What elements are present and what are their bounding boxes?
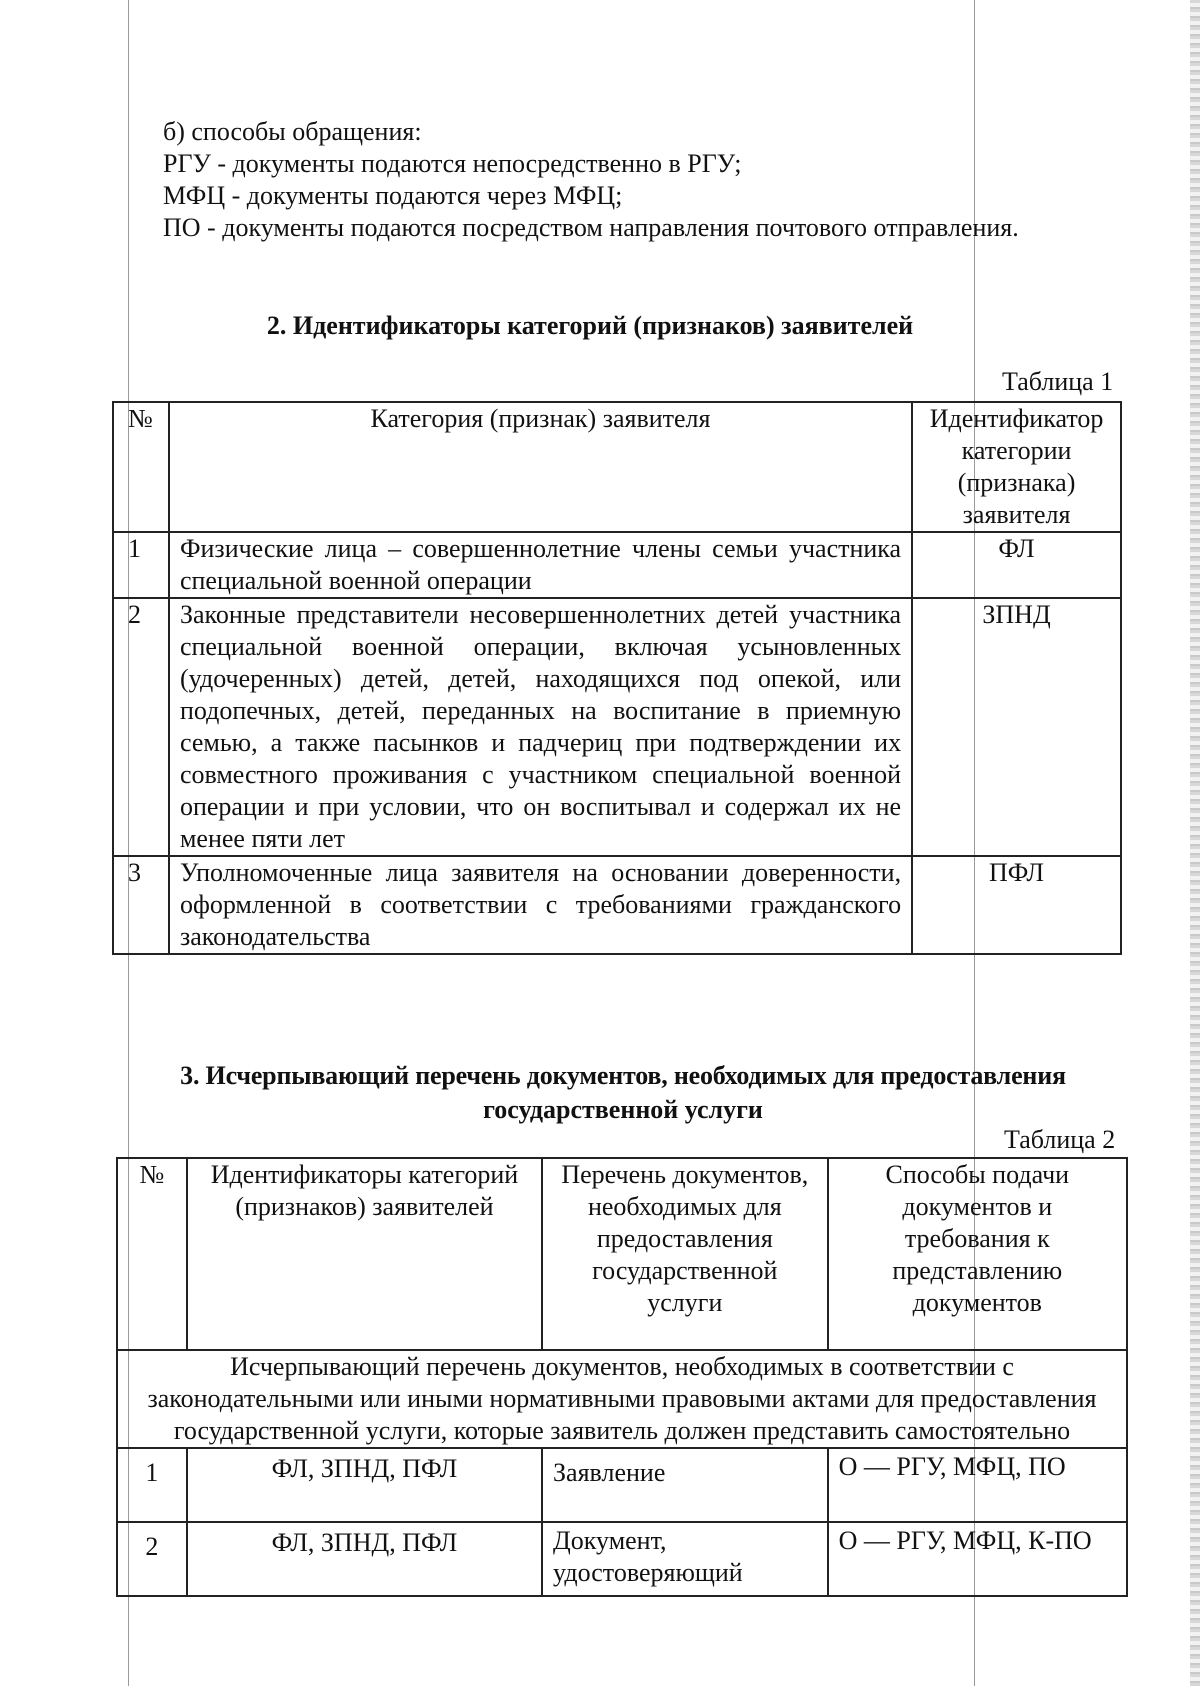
table1-row3-id: ПФЛ: [912, 856, 1121, 954]
table1-header-row: [113, 402, 1121, 532]
section3-title-line1: 3. Исчерпывающий перечень документов, необходимых для предоставления: [180, 1061, 1066, 1090]
table1-row1-id: ФЛ: [912, 532, 1121, 598]
table2-row2-num: 2: [117, 1522, 187, 1596]
table1: [112, 401, 1122, 955]
table1-row2-num: 2: [113, 598, 169, 856]
table-row: [113, 532, 1121, 598]
table-row: [117, 1522, 1127, 1596]
table1-header-num: №: [113, 402, 169, 532]
table1-row1-num: 1: [113, 532, 169, 598]
intro-heading: б) способы обращения:: [163, 117, 422, 146]
section3-title-line2: государственной услуги: [483, 1095, 763, 1124]
table-row: [113, 598, 1121, 856]
table2-row2-doc: Документ, удостоверяющий: [542, 1522, 828, 1596]
table2-header-row: [117, 1158, 1127, 1350]
scan-edge-strip: [1190, 0, 1200, 1686]
table1-header-identifier: Идентификатор категории (признака) заявителя: [912, 402, 1121, 532]
table2-merged-row: [117, 1350, 1127, 1448]
table1-row3-category: Уполномоченные лица заявителя на основании доверенности, оформленной в соответствии с требованиями гражданского законодательства: [169, 856, 912, 954]
table1-header-category: Категория (признак) заявителя: [169, 402, 912, 532]
table-row: [117, 1448, 1127, 1522]
table2-merged-cell: Исчерпывающий перечень документов, необходимых в соответствии с законодательными или иными нормативными правовыми актами для предоставления государственной услуги, которые заявитель должен представить самостоятельно: [117, 1350, 1127, 1448]
section2-title: 2. Идентификаторы категорий (признаков) заявителей: [266, 311, 914, 340]
table2-header-docs: Перечень документов, необходимых для предоставления государственной услуги: [542, 1158, 828, 1350]
table2-header-num: №: [117, 1158, 187, 1350]
table2-caption: Таблица 2: [1004, 1125, 1116, 1154]
table2-row1-method: О — РГУ, МФЦ, ПО: [828, 1448, 1127, 1522]
table1-row1-category: Физические лица – совершеннолетние члены семьи участника специальной военной операции: [169, 532, 912, 598]
intro-line-rgu: РГУ - документы подаются непосредственно в РГУ;: [163, 149, 742, 178]
table2-row1-num: 1: [117, 1448, 187, 1522]
table1-row2-id: ЗПНД: [912, 598, 1121, 856]
table1-row3-num: 3: [113, 856, 169, 954]
table2-row1-ids: ФЛ, ЗПНД, ПФЛ: [187, 1448, 542, 1522]
table2-row2-method: О — РГУ, МФЦ, К-ПО: [828, 1522, 1127, 1596]
table-row: [113, 856, 1121, 954]
table1-row2-category: Законные представители несовершеннолетних детей участника специальной военной операции, включая усыновленных (удочеренных) детей, детей, находящихся под опекой, или подопечных, детей, переданных на воспитание в приемную семью, а также пасынков и падчериц при подтверждении их совместного проживания с участником специальной военной операции и при условии, что он воспитывал и содержал их не менее пяти лет: [169, 598, 912, 856]
table2-row1-doc: Заявление: [542, 1448, 828, 1522]
table2-row2-ids: ФЛ, ЗПНД, ПФЛ: [187, 1522, 542, 1596]
table2-header-methods: Способы подачи документов и требования к представлению документов: [828, 1158, 1127, 1350]
intro-line-po: ПО - документы подаются посредством направления почтового отправления.: [163, 213, 1019, 242]
intro-line-mfc: МФЦ - документы подаются через МФЦ;: [163, 181, 623, 210]
table2-header-ids: Идентификаторы категорий (признаков) заявителей: [187, 1158, 542, 1350]
table2: [116, 1157, 1128, 1597]
table1-caption: Таблица 1: [1002, 367, 1114, 396]
